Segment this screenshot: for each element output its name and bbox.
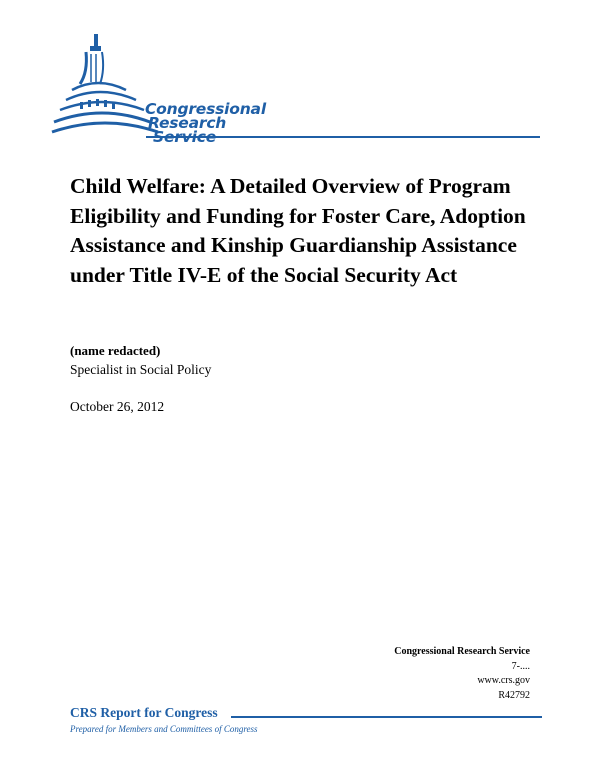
footer-title: CRS Report for Congress (70, 705, 218, 720)
crs-website[interactable]: www.crs.gov (477, 675, 530, 686)
logo-line-1: Congressional (145, 100, 266, 118)
author-name: (name redacted) (70, 343, 161, 358)
report-title: Child Welfare: A Detailed Overview of Program Eligibility and Funding for Foster Care, Adoption Assistance and Kinship Guardianship Assistance under Title IV-E of the Social Security Act (70, 174, 526, 287)
report-number: R42792 (498, 689, 530, 701)
crs-logo (50, 32, 550, 147)
capitol-dome-icon (50, 32, 550, 147)
footer-rule (231, 716, 542, 718)
crs-name: Congressional Research Service (394, 646, 530, 657)
author-role: Specialist in Social Policy (70, 362, 212, 377)
logo-wordmark (145, 102, 266, 144)
crs-contact-block (394, 645, 530, 703)
logo-line-2: Research (148, 114, 227, 132)
logo-line-3: Service (153, 128, 217, 146)
crs-phone: 7-.... (511, 660, 530, 672)
report-date: October 26, 2012 (70, 399, 165, 414)
footer-subtitle: Prepared for Members and Committees of Congress (70, 724, 258, 734)
